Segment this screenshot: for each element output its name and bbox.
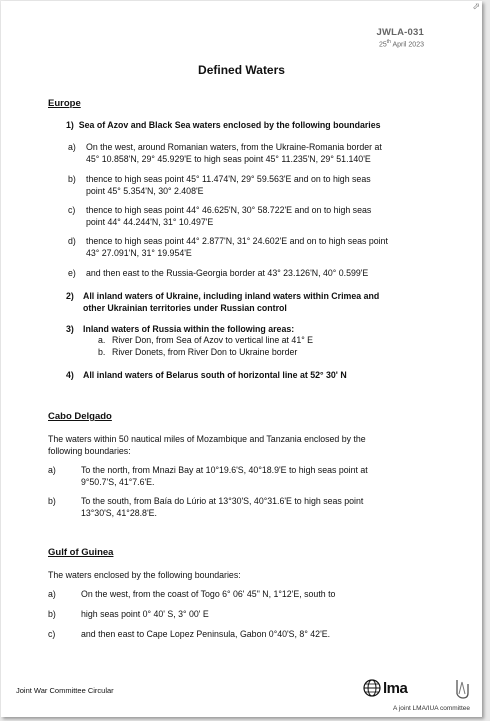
section-heading-gulf-of-guinea: Gulf of Guinea xyxy=(48,547,114,558)
section-heading-cabo-delgado: Cabo Delgado xyxy=(48,411,112,422)
lma-logo xyxy=(363,679,407,697)
europe-item-1: 1) Sea of Azov and Black Sea waters enclosed by the following boundaries xyxy=(66,120,381,130)
document-date: 25th April 2023 xyxy=(378,39,424,49)
reference-code: JWLA-031 xyxy=(376,27,424,38)
lma-logo-text: lma xyxy=(383,679,408,697)
section-heading-europe: Europe xyxy=(48,98,81,109)
globe-icon xyxy=(363,679,381,697)
footer-committee-label: A joint LMA/IUA committee xyxy=(393,705,470,712)
footer-circular-label: Joint War Committee Circular xyxy=(16,686,114,695)
document-page: ⬀ JWLA-031 25th April 2023 Defined Waters Europe 1) Sea of Azov and Black Sea waters enclosed by the following boundaries a) On the west, around Romanian waters, from the Ukraine-Romania border at 45° 10.858'N, 29° 45.929'E to high seas point 45° 11.235'N, 29° 51.140'E b) thence to high seas point 45° 11.474'N, 29° 59.563'E and on to high seas point 45° 5.354'N, 30° 2.408'E c) thence to high seas point 44° 46.625'N, 30° 58.722'E and on to high seas point 44° 44.244'N, 31° 10.497'E d) thence to high seas point 44° 2.877'N, 31° 24.602'E and on to high seas point 43° 27.091'N, 31° 19.954'E e) and then east to the Russia-Georgia border at 43° 23.126'N, 40° 0.599'E 2) All inland waters of Ukraine, including inland waters within Crimea and other Ukrainian territories under Russian control 3) Inland waters of Russia within the following areas: a. River Don, from Sea of Azov to vertical line at 41° E b. River Donets, from River Don to Ukraine border 4) All inland waters of Belarus south of horizontal line at 52° 30' N Cabo Delgado The waters within 50 nautical miles of Mozambique and Tanzania enclosed by the following boundaries: a) To the north, from Mnazi Bay at 10°19.6'S, 40°18.9'E to high seas point at 9°50.7'S, 41°7.6'E. b) To the south, from Baía do Lúrio at 13°30'S, 40°31.6'E to high seas point 13°30'S, 41°28.8'E. Gulf of Guinea The waters enclosed by the following boundaries: a) On the west, from the coast of Togo 6° 06' 45" N, 1°12'E, south to b) high seas point 0° 40' S, 3° 00' E c) and then east to Cape Lopez Peninsula, Gabon 0°40'S, 8° 42'E. Joint War Committee Circular lma A joint LMA/IUA committee xyxy=(1,1,482,717)
page-title: Defined Waters xyxy=(198,63,285,77)
guinea-intro: The waters enclosed by the following boundaries: xyxy=(48,570,241,580)
cabo-intro: The waters within 50 nautical miles of Mozambique and Tanzania enclosed by the following boundaries: xyxy=(48,434,366,456)
document-reference xyxy=(376,27,424,48)
external-link-icon[interactable]: ⬀ xyxy=(472,1,480,11)
iua-logo-icon xyxy=(453,678,473,700)
